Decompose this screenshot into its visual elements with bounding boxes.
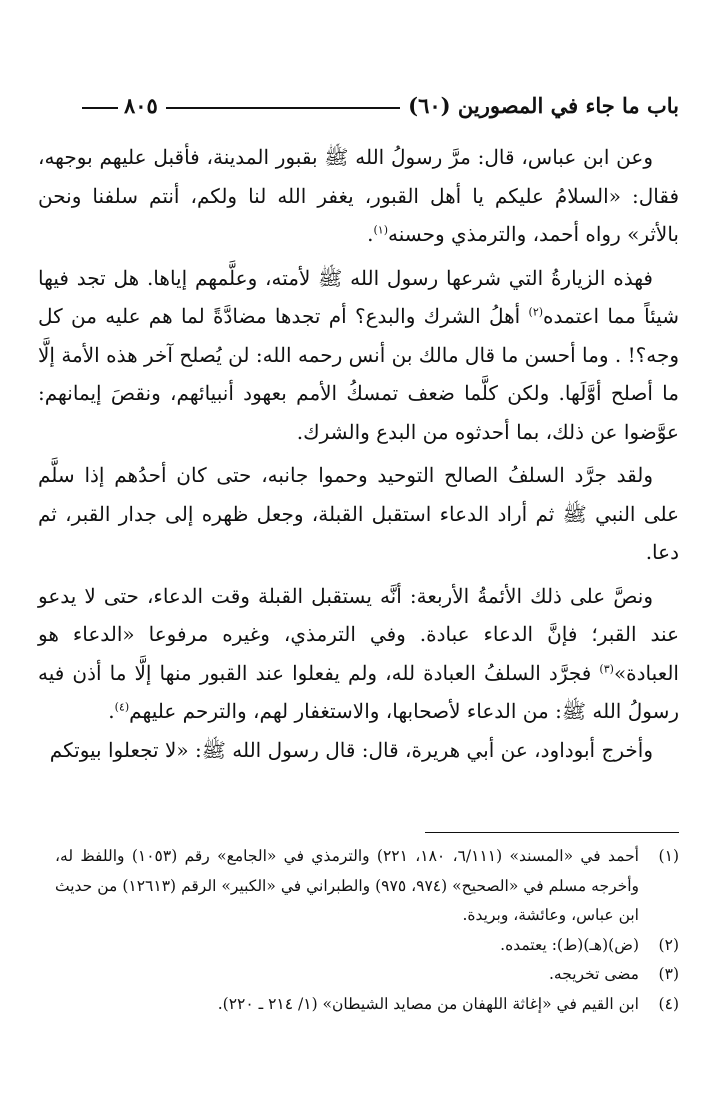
paragraph: ونصَّ على ذلك الأئمةُ الأربعة: أنَّه يستقبل القبلة وقت الدعاء، حتى لا يدعو عند القبر؛ فإنَّ الدعاء عبادة. وفي الترمذي، وغيره مرفوعا «الدعاء هو العبادة»$^{(٣)}$ فجرَّد السلفُ العبادة لله، ولم يفعلوا عند القبور منها إلَّا ما أذن فيه رسولُ الله ﷺ: من الدعاء لأصحابها، والاستغفار لهم، والترحم عليهم$^{(٤)}$. [38,583,679,723]
footnote-ref: (٣) [599,661,614,675]
footnote [55,842,679,931]
footnote [55,931,679,961]
footnote-number: (٤) [658,994,679,1013]
footnote-text: ابن القيم في «إغاثة اللهفان من مصايد الشيطان» (١/ ٢١٤ ـ ٢٢٠). [217,994,639,1013]
footnote-number: (٢) [658,935,679,954]
footnote-ref: (٤) [114,700,130,714]
page-number: ٨٠٥ [124,92,158,118]
footnote [55,990,679,1020]
paragraph: وعن ابن عباس، قال: مرَّ رسولُ الله ﷺ بقبور المدينة، فأقبل عليهم بوجهه، فقال: «السلامُ عليكم يا أهل القبور، يغفر الله لنا ولكم، أنتم سلفنا ونحن بالأثر» رواه أحمد، والترمذي وحسنه$^{(١)}$. [38,145,679,246]
footnote-number: (١) [658,847,679,865]
footnote-text: أحمد في «المسند» (٦/١١١، ١٨٠، ٢٢١) والترمذي في «الجامع» رقم (١٠٥٣) واللفظ له، وأخرجه مسلم في «الصحيح» (٩٧٤، ٩٧٥) والطبراني في «الكبير» الرقم (١٢٦١٣) من حديث ابن عباس، وعائشة، وبريدة. [55,847,639,924]
footnote-separator [425,832,679,833]
main-text [38,138,679,769]
footnote-text: (ض)(هـ)(ط): يعتمده. [500,935,639,954]
footnote [55,960,679,990]
footnote-text: مضى تخريجه. [548,965,639,983]
chapter-title: باب ما جاء في المصورين (٦٠) [408,92,679,118]
footnote-ref: (٢) [528,305,544,319]
paragraph: ولقد جرَّد السلفُ الصالح التوحيد وحموا جانبه، حتى كان أحدُهم إذا سلَّم على النبي ﷺ ثم أراد الدعاء استقبل القبلة، وجعل ظهره إلى جدار القبر، ثم دعا. [38,463,679,564]
paragraph: وأخرج أبوداود، عن أبي هريرة، قال: قال رسول الله ﷺ: «لا تجعلوا بيوتكم [49,737,653,762]
footnotes [55,842,679,1019]
running-header [82,88,679,122]
footnote-number: (٣) [658,965,679,983]
page-number-dash [82,107,118,109]
header-rule [166,107,400,109]
paragraph: فهذه الزيارةُ التي شرعها رسول الله ﷺ لأمته، وعلَّمهم إياها. هل تجد فيها شيئاً مما اعتمده$^{(٢)}$ أهلُ الشرك والبدع؟ أم تجدها مضادَّةً لما هم عليه من كل وجه؟! . وما أحسن ما قال مالك بن أنس رحمه الله: لن يُصلح آخر هذه الأمة إلَّا ما أصلح أوَّلَها. ولكن كلَّما ضعف تمسكُ الأمم بعهود أنبيائهم، ونقصَ إيمانهم: عوَّضوا عن ذلك، بما أحدثوه من البدع والشرك. [38,265,679,444]
footnote-ref: (١) [373,223,388,237]
